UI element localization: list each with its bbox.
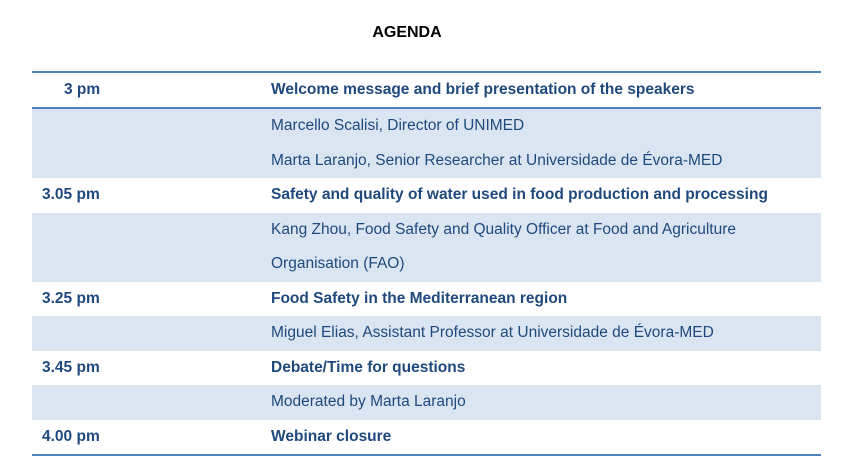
agenda-speakers-row [32, 109, 821, 178]
session-topic: Debate/Time for questions [271, 358, 466, 376]
speaker-line: Moderated by Marta Laranjo [271, 393, 466, 410]
agenda-session-row [32, 351, 821, 386]
agenda-session-row [32, 73, 821, 109]
speaker-line: Marcello Scalisi, Director of UNIMED [271, 117, 525, 134]
agenda-title: AGENDA [372, 24, 442, 41]
session-topic: Safety and quality of water used in food production and processing [271, 186, 768, 203]
speaker-line: Organisation (FAO) [271, 255, 405, 272]
agenda-session-row [32, 420, 821, 455]
agenda-speakers-row [32, 213, 821, 282]
session-time: 3 pm [64, 81, 101, 98]
session-topic: Welcome message and brief presentation of the speakers [271, 81, 695, 98]
agenda-speakers-row [32, 385, 821, 420]
agenda-table [32, 71, 821, 456]
speaker-line: Marta Laranjo, Senior Researcher at Universidade de Évora-MED [271, 151, 723, 169]
agenda-speakers-row [32, 316, 821, 351]
session-topic: Webinar closure [271, 427, 392, 445]
speaker-line: Miguel Elias, Assistant Professor at Universidade de Évora-MED [271, 324, 714, 341]
session-time: 3.45 pm [42, 358, 100, 376]
session-topic: Food Safety in the Mediterranean region [271, 289, 568, 307]
agenda-session-row [32, 282, 821, 317]
speaker-line: Kang Zhou, Food Safety and Quality Officer at Food and Agriculture [271, 220, 736, 238]
agenda-session-row [32, 178, 821, 213]
session-time: 4.00 pm [42, 427, 100, 445]
session-time: 3.25 pm [42, 289, 100, 307]
session-time: 3.05 pm [42, 186, 100, 203]
